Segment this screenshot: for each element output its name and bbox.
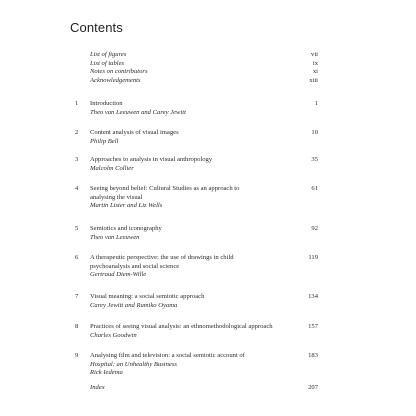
chapter-number: 1 [75,100,79,107]
chapter-authors: Martin Lister and Liz Wells [90,202,163,210]
chapter-title-continued: psychoanalysis and social science [90,262,180,270]
front-matter-item[interactable] [90,60,318,69]
chapter-number: 4 [75,185,79,192]
chapter-authors: Carey Jewitt and Rumiko Oyama [90,301,178,309]
chapter-number: 8 [75,323,79,330]
chapter-title: Seeing beyond belief: Cultural Studies as an approach to [90,185,240,192]
chapter-page: 35 [311,156,318,163]
index-entry[interactable] [90,384,318,393]
front-matter-label: Notes on contributors [90,68,148,76]
chapter-title: Introduction [90,100,123,107]
front-matter-page: xi [312,68,318,76]
chapter-page: 119 [308,254,318,261]
chapter-page: 134 [308,293,318,300]
chapter-number: 7 [75,293,79,300]
chapter-authors: Gertraud Diem-Wille [90,271,147,279]
front-matter-label: List of tables [90,59,125,67]
chapter-title: Content analysis of visual images [90,129,179,136]
chapter-title: Approaches to analysis in visual anthropology [90,156,213,163]
chapter-title: Visual meaning: a social semiotic approach [90,293,205,300]
chapter-number: 5 [75,225,79,232]
chapter-number: 9 [75,352,79,359]
chapter-page: 10 [311,129,318,136]
chapter-authors: Rick Iedema [90,369,123,377]
front-matter-item[interactable] [90,77,318,86]
chapter-authors: Theo van Leeuwen and Carey Jewitt [90,108,186,116]
chapter-title: A therapeutic perspective: the use of drawings in child [90,254,234,261]
chapter-title: Analysing film and television: a social semiotic account of [90,352,245,359]
front-matter-label: Acknowledgements [90,76,141,84]
chapter-authors: Philip Bell [90,137,119,145]
chapter-number: 3 [75,156,79,163]
chapter-title: Semiotics and iconography [90,225,162,232]
contents-heading: Contents [70,20,123,35]
chapter-page: 183 [308,352,318,359]
chapter-authors: Charles Goodwin [90,331,137,339]
chapter-page: 1 [314,100,318,107]
front-matter-page: xiii [309,76,318,84]
front-matter-page: ix [312,59,318,67]
index-label: Index [90,384,105,391]
front-matter-list [90,51,318,85]
chapter-page: 92 [311,225,318,232]
chapter-authors: Malcolm Collier [90,164,134,172]
chapter-page: 61 [311,185,318,192]
front-matter-page: vii [311,51,318,58]
chapter-page: 157 [308,323,318,330]
front-matter-item[interactable] [90,51,318,60]
chapter-title-continued: analysing the visual [90,193,143,201]
chapter-number: 2 [75,129,79,136]
front-matter-label: List of figures [90,51,127,58]
front-matter-item[interactable] [90,68,318,77]
chapter-title-continued: Hospital: an Unhealthy Business [90,360,177,368]
index-page: 207 [308,384,318,391]
chapter-number: 6 [75,254,79,261]
chapter-authors: Theo van Leeuwen [90,233,140,241]
chapter-title: Practices of seeing visual analysis: an ethnomethodological approach [90,323,273,330]
